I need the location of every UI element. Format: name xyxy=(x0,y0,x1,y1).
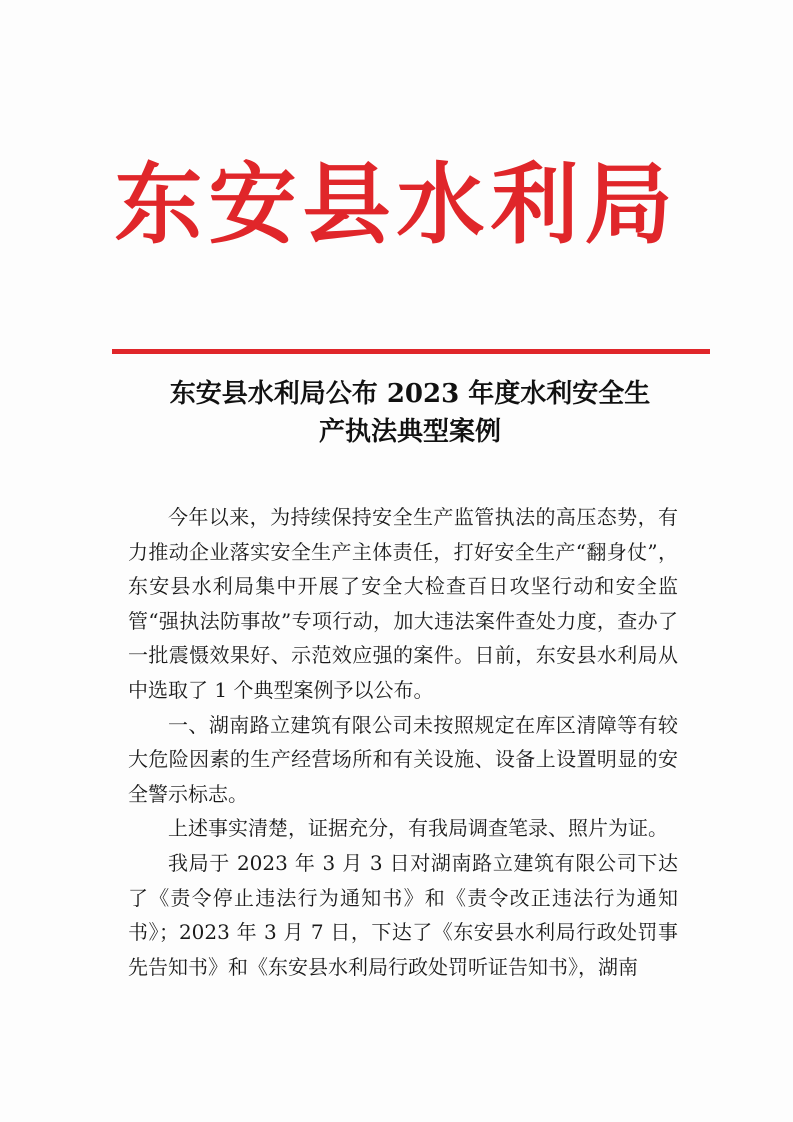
paragraph-intro: 今年以来，为持续保持安全生产监管执法的高压态势，有力推动企业落实安全生产主体责任，打好安全生产“翻身仗”，东安县水利局集中开展了安全大检查百日攻坚行动和安全监管“强执法防事故”专项行动，加大违法案件查处力度，查办了一批震慑效果好、示范效应强的案件。日前，东安县水利局从中选取了 1 个典型案例予以公布。 xyxy=(128,505,678,702)
header-red-rule xyxy=(112,349,710,354)
paragraph-evidence: 上述事实清楚，证据充分，有我局调查笔录、照片为证。 xyxy=(168,816,668,841)
document-title xyxy=(120,375,700,451)
document-title-line-2: 产执法典型案例 xyxy=(318,417,501,447)
paragraph-actions: 我局于 2023 年 3 月 3 日对湖南路立建筑有限公司下达了《责令停止违法行为通知书》和《责令改正违法行为通知书》；2023 年 3 月 7 日，下达了《东安县水利局行政处罚事先告知书》和《东安县水利局行政处罚听证告知书》，湖南 xyxy=(128,850,678,979)
document-title-line-1: 东安县水利局公布 2023 年度水利安全生 xyxy=(169,379,651,409)
org-header-title: 东安县水利局 xyxy=(114,153,679,256)
document-body xyxy=(128,500,678,984)
paragraph-case-one: 一、湖南路立建筑有限公司未按照规定在库区清障等有较大危险因素的生产经营场所和有关设施、设备上设置明显的安全警示标志。 xyxy=(128,712,678,806)
